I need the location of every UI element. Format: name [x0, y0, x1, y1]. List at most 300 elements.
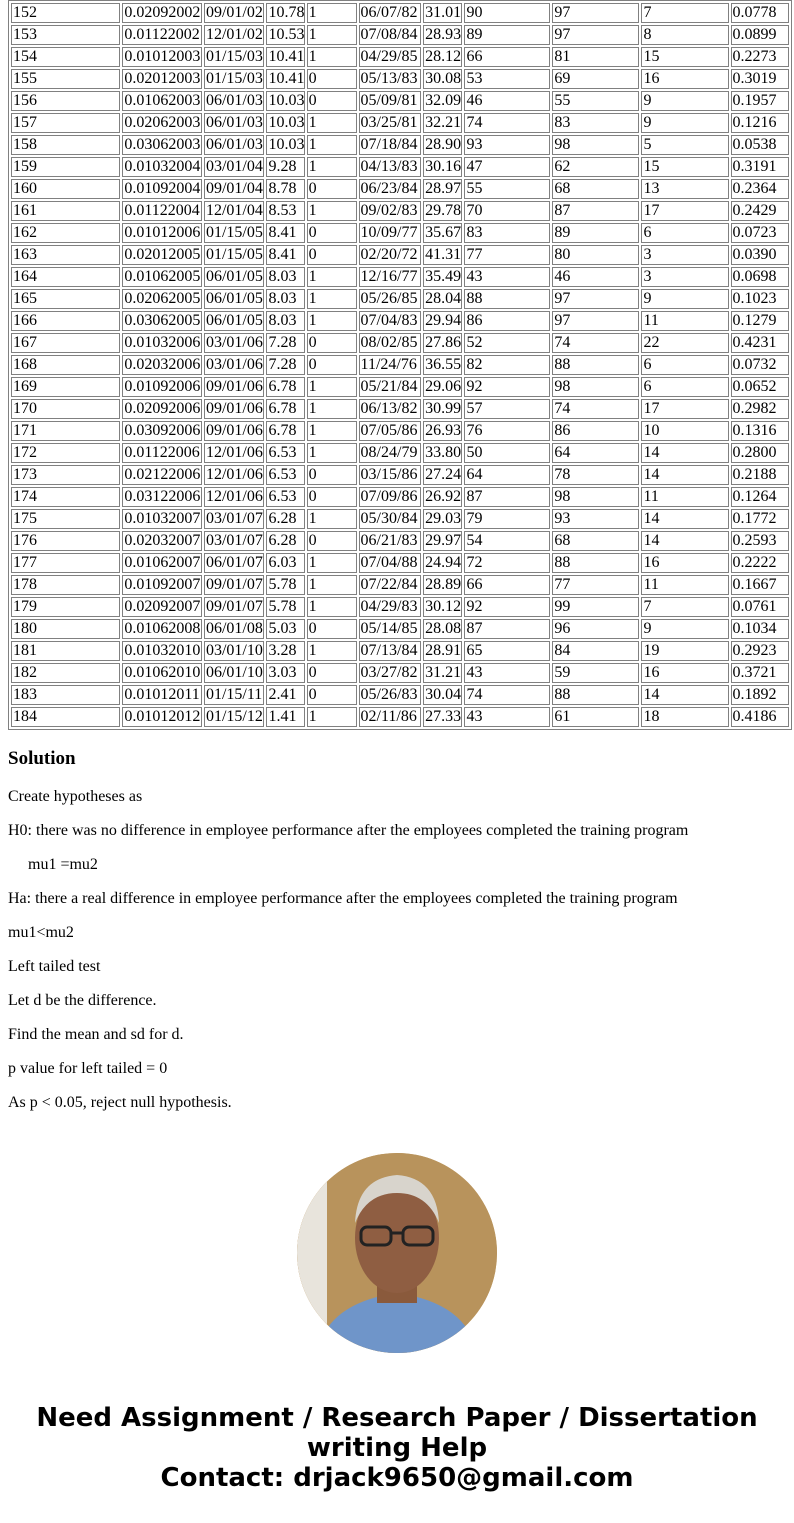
- table-cell: 1: [307, 707, 357, 727]
- table-row: [11, 641, 789, 661]
- table-cell: 0.3191: [731, 157, 789, 177]
- table-cell: 01/15/12: [205, 708, 263, 725]
- table-cell: 97: [552, 3, 639, 23]
- table-cell: 0.02012005: [124, 246, 201, 263]
- table-cell: 176: [11, 531, 120, 551]
- table-cell: 0: [307, 179, 357, 199]
- table-cell: 17: [641, 399, 728, 419]
- table-cell: 0.0761: [731, 597, 789, 617]
- table-cell: 7.28: [266, 333, 304, 353]
- table-cell: 52: [464, 333, 550, 353]
- table-cell: 11: [641, 575, 728, 595]
- table-cell: 03/15/86: [359, 465, 422, 485]
- table-cell: 80: [552, 245, 639, 265]
- solution-heading: Solution: [8, 748, 76, 769]
- table-cell: 0.1216: [731, 113, 789, 133]
- table-cell: 24.94: [425, 554, 462, 571]
- table-cell: 2.41: [266, 685, 304, 705]
- table-row: [11, 465, 789, 485]
- table-cell: 10: [641, 421, 728, 441]
- table-cell: 1: [307, 575, 357, 595]
- table-cell: 164: [11, 267, 120, 287]
- table-cell: 01/15/05: [205, 246, 263, 263]
- table-cell: 09/01/07: [205, 598, 263, 615]
- table-cell: 82: [464, 355, 550, 375]
- table-cell: 11/24/76: [359, 355, 422, 375]
- table-cell: 0.0778: [731, 3, 789, 23]
- table-cell: 04/29/85: [359, 47, 422, 67]
- table-cell: 8.41: [266, 245, 304, 265]
- table-cell: 8.41: [266, 223, 304, 243]
- table-cell: 97: [552, 289, 639, 309]
- footer-line: writing Help: [306, 1433, 488, 1463]
- table-cell: 10.03: [268, 114, 305, 131]
- table-cell: 0.03092006: [124, 422, 201, 439]
- table-cell: 13: [641, 179, 728, 199]
- table-cell: 1: [307, 553, 357, 573]
- table-cell: 11: [641, 487, 728, 507]
- table-cell: 54: [464, 531, 550, 551]
- table-cell: 07/08/84: [359, 25, 422, 45]
- table-cell: 0.1957: [731, 91, 789, 111]
- table-cell: 5.78: [266, 597, 304, 617]
- table-cell: 10.78: [268, 4, 305, 21]
- table-cell: 31.21: [425, 664, 462, 681]
- table-cell: 06/13/82: [359, 399, 422, 419]
- table-cell: 28.97: [425, 180, 462, 197]
- table-cell: 0.1264: [731, 487, 789, 507]
- table-cell: 88: [552, 685, 639, 705]
- table-cell: 14: [641, 531, 728, 551]
- table-cell: 22: [641, 333, 728, 353]
- table-cell: 68: [552, 531, 639, 551]
- table-row: [11, 443, 789, 463]
- table-cell: 03/01/07: [205, 532, 263, 549]
- table-cell: 154: [11, 47, 120, 67]
- table-cell: 0: [307, 91, 357, 111]
- table-cell: 1: [307, 267, 357, 287]
- footer-contact: Contact: drjack9650@gmail.com: [160, 1463, 634, 1493]
- table-cell: 05/09/81: [359, 91, 422, 111]
- table-cell: 03/01/04: [205, 158, 263, 175]
- table-cell: 0.01012011: [122, 685, 202, 705]
- table-cell: 0.0899: [731, 25, 789, 45]
- table-cell: 87: [464, 619, 550, 639]
- table-cell: 17: [641, 201, 728, 221]
- table-cell: 160: [11, 179, 120, 199]
- table-cell: 28.04: [425, 290, 462, 307]
- table-cell: 0.02062003: [124, 114, 201, 131]
- table-cell: 15: [641, 47, 728, 67]
- table-cell: 0.01122006: [122, 443, 202, 463]
- table-row: [11, 421, 789, 441]
- table-cell: 0.01032006: [124, 334, 201, 351]
- table-cell: 0.1772: [731, 509, 789, 529]
- table-cell: 0.01062008: [124, 620, 201, 637]
- solution-line: p value for left tailed = 0: [8, 1060, 168, 1077]
- table-cell: 27.24: [425, 466, 462, 483]
- solution-line: As p < 0.05, reject null hypothesis.: [8, 1094, 232, 1111]
- table-cell: 50: [464, 443, 550, 463]
- table-cell: 165: [11, 289, 120, 309]
- table-cell: 1: [307, 289, 357, 309]
- table-row: [11, 157, 789, 177]
- table-cell: 0: [307, 619, 357, 639]
- table-cell: 0.02062005: [124, 290, 201, 307]
- solution-line: Create hypotheses as: [8, 788, 143, 805]
- table-cell: 3.28: [266, 641, 304, 661]
- table-cell: 03/25/81: [359, 113, 422, 133]
- table-cell: 55: [464, 179, 550, 199]
- table-cell: 32.21: [425, 114, 462, 131]
- table-cell: 43: [464, 707, 550, 727]
- table-row: [11, 3, 789, 23]
- table-cell: 0.03122006: [124, 488, 201, 505]
- table-row: [11, 487, 789, 507]
- table-cell: 8: [641, 25, 728, 45]
- table-cell: 06/01/03: [205, 114, 263, 131]
- table-cell: 0.02032006: [124, 356, 201, 373]
- table-cell: 30.16: [425, 158, 462, 175]
- table-cell: 0.02092007: [124, 598, 201, 615]
- table-cell: 02/11/86: [359, 707, 422, 727]
- table-cell: 6.28: [266, 509, 304, 529]
- table-cell: 1: [307, 597, 357, 617]
- table-cell: 07/05/86: [359, 421, 422, 441]
- table-cell: 0.01032007: [124, 510, 201, 527]
- solution-line: mu1 =mu2: [28, 856, 98, 873]
- table-cell: 9: [641, 619, 728, 639]
- table-cell: 181: [11, 641, 120, 661]
- table-cell: 1: [307, 509, 357, 529]
- table-cell: 69: [552, 69, 639, 89]
- table-cell: 06/23/84: [359, 179, 422, 199]
- table-cell: 74: [464, 685, 550, 705]
- table-cell: 177: [11, 553, 120, 573]
- table-cell: 33.80: [425, 444, 462, 461]
- table-cell: 0.4231: [731, 333, 789, 353]
- table-cell: 12/01/06: [205, 488, 263, 505]
- table-cell: 03/01/06: [205, 356, 263, 373]
- table-cell: 152: [11, 3, 120, 23]
- table-cell: 08/02/85: [359, 333, 422, 353]
- table-cell: 46: [464, 91, 550, 111]
- table-cell: 172: [11, 443, 120, 463]
- table-cell: 88: [552, 553, 639, 573]
- table-cell: 0.2364: [731, 179, 789, 199]
- table-cell: 163: [11, 245, 120, 265]
- table-cell: 30.04: [425, 686, 462, 703]
- table-cell: 0.1892: [731, 685, 789, 705]
- table-cell: 8.53: [266, 201, 304, 221]
- table-row: [11, 355, 789, 375]
- table-row: [11, 399, 789, 419]
- table-cell: 09/01/06: [205, 422, 263, 439]
- table-cell: 06/21/83: [359, 531, 422, 551]
- table-cell: 8.03: [266, 289, 304, 309]
- table-cell: 0.1034: [731, 619, 789, 639]
- table-cell: 0.1316: [731, 421, 789, 441]
- table-cell: 0.02092006: [124, 400, 201, 417]
- table-cell: 0.2593: [731, 531, 789, 551]
- table-cell: 09/02/83: [359, 201, 422, 221]
- table-cell: 05/30/84: [359, 509, 422, 529]
- table-cell: 02/20/72: [359, 245, 422, 265]
- table-cell: 66: [464, 47, 550, 67]
- table-cell: 28.08: [425, 620, 462, 637]
- table-row: [11, 267, 789, 287]
- table-cell: 173: [11, 465, 120, 485]
- table-cell: 18: [641, 707, 728, 727]
- table-cell: 169: [11, 377, 120, 397]
- table-row: [11, 377, 789, 397]
- table-cell: 161: [11, 201, 120, 221]
- table-cell: 1.41: [266, 707, 304, 727]
- table-row: [11, 509, 789, 529]
- table-cell: 156: [11, 91, 120, 111]
- table-cell: 1: [307, 25, 357, 45]
- table-cell: 03/27/82: [359, 663, 422, 683]
- table-cell: 01/15/05: [205, 224, 263, 241]
- table-cell: 0.01032004: [124, 158, 201, 175]
- table-cell: 16: [641, 69, 728, 89]
- table-cell: 0.01122004: [122, 201, 202, 221]
- table-cell: 1: [307, 201, 357, 221]
- table-cell: 12/01/04: [205, 202, 263, 219]
- table-cell: 09/01/06: [205, 378, 263, 395]
- table-cell: 3: [641, 267, 728, 287]
- table-cell: 6: [641, 355, 728, 375]
- table-cell: 09/01/06: [205, 400, 263, 417]
- table-cell: 0.03062005: [124, 312, 201, 329]
- table-cell: 36.55: [425, 356, 462, 373]
- solution-line: Find the mean and sd for d.: [8, 1026, 184, 1043]
- table-cell: 74: [552, 399, 639, 419]
- table-cell: 9.28: [266, 157, 304, 177]
- table-row: [11, 201, 789, 221]
- table-cell: 0.01122002: [122, 25, 202, 45]
- table-cell: 1: [307, 3, 357, 23]
- table-cell: 10.41: [268, 70, 305, 87]
- table-cell: 05/14/85: [359, 619, 422, 639]
- table-cell: 11: [641, 311, 728, 331]
- table-cell: 0.3721: [731, 663, 789, 683]
- table-cell: 0.02012003: [124, 70, 201, 87]
- table-cell: 03/01/10: [205, 642, 263, 659]
- table-cell: 1: [307, 135, 357, 155]
- table-cell: 86: [464, 311, 550, 331]
- table-cell: 88: [464, 289, 550, 309]
- table-cell: 27.86: [425, 334, 462, 351]
- table-cell: 98: [552, 377, 639, 397]
- table-cell: 3.03: [266, 663, 304, 683]
- table-cell: 9: [641, 91, 728, 111]
- table-cell: 157: [11, 113, 120, 133]
- table-cell: 29.94: [425, 312, 462, 329]
- table-cell: 0.03062003: [124, 136, 201, 153]
- table-cell: 162: [11, 223, 120, 243]
- table-cell: 07/18/84: [359, 135, 422, 155]
- table-cell: 0.2188: [731, 465, 789, 485]
- table-cell: 01/15/03: [205, 48, 263, 65]
- table-cell: 0: [307, 355, 357, 375]
- table-cell: 35.67: [425, 224, 462, 241]
- table-cell: 86: [552, 421, 639, 441]
- table-cell: 05/21/84: [359, 377, 422, 397]
- table-cell: 06/01/07: [205, 554, 263, 571]
- table-cell: 6.28: [266, 531, 304, 551]
- table-cell: 155: [11, 69, 120, 89]
- table-cell: 10.41: [268, 48, 305, 65]
- table-cell: 0.01062010: [124, 664, 201, 681]
- table-cell: 0: [307, 333, 357, 353]
- table-row: [11, 685, 789, 705]
- table-cell: 0.2923: [731, 641, 789, 661]
- table-cell: 05/26/85: [359, 289, 422, 309]
- table-cell: 26.93: [425, 422, 462, 439]
- table-cell: 74: [552, 333, 639, 353]
- table-cell: 179: [11, 597, 120, 617]
- table-cell: 0: [307, 531, 357, 551]
- table-cell: 53: [464, 69, 550, 89]
- table-cell: 0: [307, 685, 357, 705]
- table-cell: 06/07/82: [359, 3, 422, 23]
- table-cell: 0.01012012: [124, 708, 201, 725]
- table-cell: 30.08: [425, 70, 462, 87]
- table-cell: 0.0390: [731, 245, 789, 265]
- table-cell: 10.53: [268, 26, 305, 43]
- table-cell: 0.02122006: [124, 466, 201, 483]
- table-cell: 09/01/02: [205, 4, 263, 21]
- table-cell: 90: [464, 3, 550, 23]
- table-cell: 10/09/77: [359, 223, 422, 243]
- table-cell: 5.03: [266, 619, 304, 639]
- table-cell: 28.89: [425, 576, 462, 593]
- table-cell: 0.01062003: [124, 92, 201, 109]
- table-cell: 57: [464, 399, 550, 419]
- table-cell: 77: [464, 245, 550, 265]
- table-cell: 6.53: [266, 487, 304, 507]
- table-cell: 55: [552, 91, 639, 111]
- table-cell: 28.93: [425, 26, 462, 43]
- table-row: [11, 47, 789, 67]
- table-cell: 0.01012003: [124, 48, 201, 65]
- table-cell: 06/01/03: [205, 92, 263, 109]
- table-row: [11, 69, 789, 89]
- table-cell: 15: [641, 157, 728, 177]
- table-cell: 184: [11, 707, 120, 727]
- author-photo: [297, 1153, 497, 1353]
- table-cell: 93: [552, 509, 639, 529]
- table-cell: 09/01/04: [205, 180, 263, 197]
- table-cell: 46: [552, 267, 639, 287]
- table-cell: 43: [464, 663, 550, 683]
- table-row: [11, 531, 789, 551]
- table-cell: 0.01032010: [124, 642, 201, 659]
- table-cell: 0: [307, 245, 357, 265]
- table-cell: 79: [464, 509, 550, 529]
- table-cell: 0.0732: [731, 355, 789, 375]
- table-cell: 83: [464, 223, 550, 243]
- solution-line: H0: there was no difference in employee performance after the employees completed the training program: [8, 822, 689, 839]
- table-cell: 8.78: [266, 179, 304, 199]
- solution-line: Ha: there a real difference in employee performance after the employees completed the training program: [8, 890, 678, 907]
- table-cell: 1: [307, 641, 357, 661]
- table-cell: 6.03: [266, 553, 304, 573]
- table-cell: 174: [11, 487, 120, 507]
- table-cell: 07/04/88: [359, 553, 422, 573]
- table-cell: 0.0698: [731, 267, 789, 287]
- table-cell: 1: [307, 443, 357, 463]
- table-cell: 5.78: [266, 575, 304, 595]
- table-cell: 10.03: [268, 136, 305, 153]
- table-row: [11, 597, 789, 617]
- table-cell: 03/01/07: [205, 510, 263, 527]
- table-cell: 6.53: [266, 443, 304, 463]
- table-cell: 1: [307, 47, 357, 67]
- table-cell: 07/09/86: [359, 487, 422, 507]
- solution-line: mu1<mu2: [8, 924, 74, 941]
- table-cell: 07/04/83: [359, 311, 422, 331]
- table-cell: 0.01092006: [124, 378, 201, 395]
- table-cell: 0.01092004: [124, 180, 201, 197]
- table-row: [11, 663, 789, 683]
- table-cell: 182: [11, 663, 120, 683]
- table-cell: 77: [552, 575, 639, 595]
- table-cell: 0.0723: [731, 223, 789, 243]
- table-cell: 89: [464, 25, 550, 45]
- table-cell: 84: [552, 641, 639, 661]
- table-cell: 29.03: [425, 510, 462, 527]
- table-cell: 159: [11, 157, 120, 177]
- table-cell: 7.28: [266, 355, 304, 375]
- table-cell: 0.02032007: [124, 532, 201, 549]
- table-cell: 76: [464, 421, 550, 441]
- table-cell: 59: [552, 663, 639, 683]
- table-cell: 41.31: [425, 246, 462, 263]
- table-cell: 06/01/03: [205, 136, 263, 153]
- table-cell: 0: [307, 487, 357, 507]
- table-cell: 04/13/83: [359, 157, 422, 177]
- table-cell: 8.03: [266, 267, 304, 287]
- table-cell: 0.2429: [731, 201, 789, 221]
- table-cell: 7: [641, 597, 728, 617]
- table-cell: 70: [464, 201, 550, 221]
- table-row: [11, 179, 789, 199]
- table-cell: 92: [464, 597, 550, 617]
- table-cell: 12/01/06: [205, 466, 263, 483]
- table-cell: 01/15/11: [204, 685, 265, 705]
- solution-line: Let d be the difference.: [8, 992, 157, 1009]
- table-cell: 9: [641, 113, 728, 133]
- table-row: [11, 333, 789, 353]
- table-cell: 07/13/84: [359, 641, 422, 661]
- table-cell: 8.03: [266, 311, 304, 331]
- table-cell: 97: [552, 311, 639, 331]
- table-cell: 0: [307, 69, 357, 89]
- table-cell: 0.4186: [731, 707, 789, 727]
- table-cell: 0.01062005: [124, 268, 201, 285]
- table-cell: 1: [307, 421, 357, 441]
- table-cell: 29.78: [425, 202, 462, 219]
- table-cell: 72: [464, 553, 550, 573]
- table-cell: 0.01062007: [124, 554, 201, 571]
- table-cell: 16: [641, 663, 728, 683]
- table-cell: 0.2273: [731, 47, 789, 67]
- table-cell: 12/01/02: [205, 26, 263, 43]
- table-cell: 43: [464, 267, 550, 287]
- table-cell: 0.1023: [731, 289, 789, 309]
